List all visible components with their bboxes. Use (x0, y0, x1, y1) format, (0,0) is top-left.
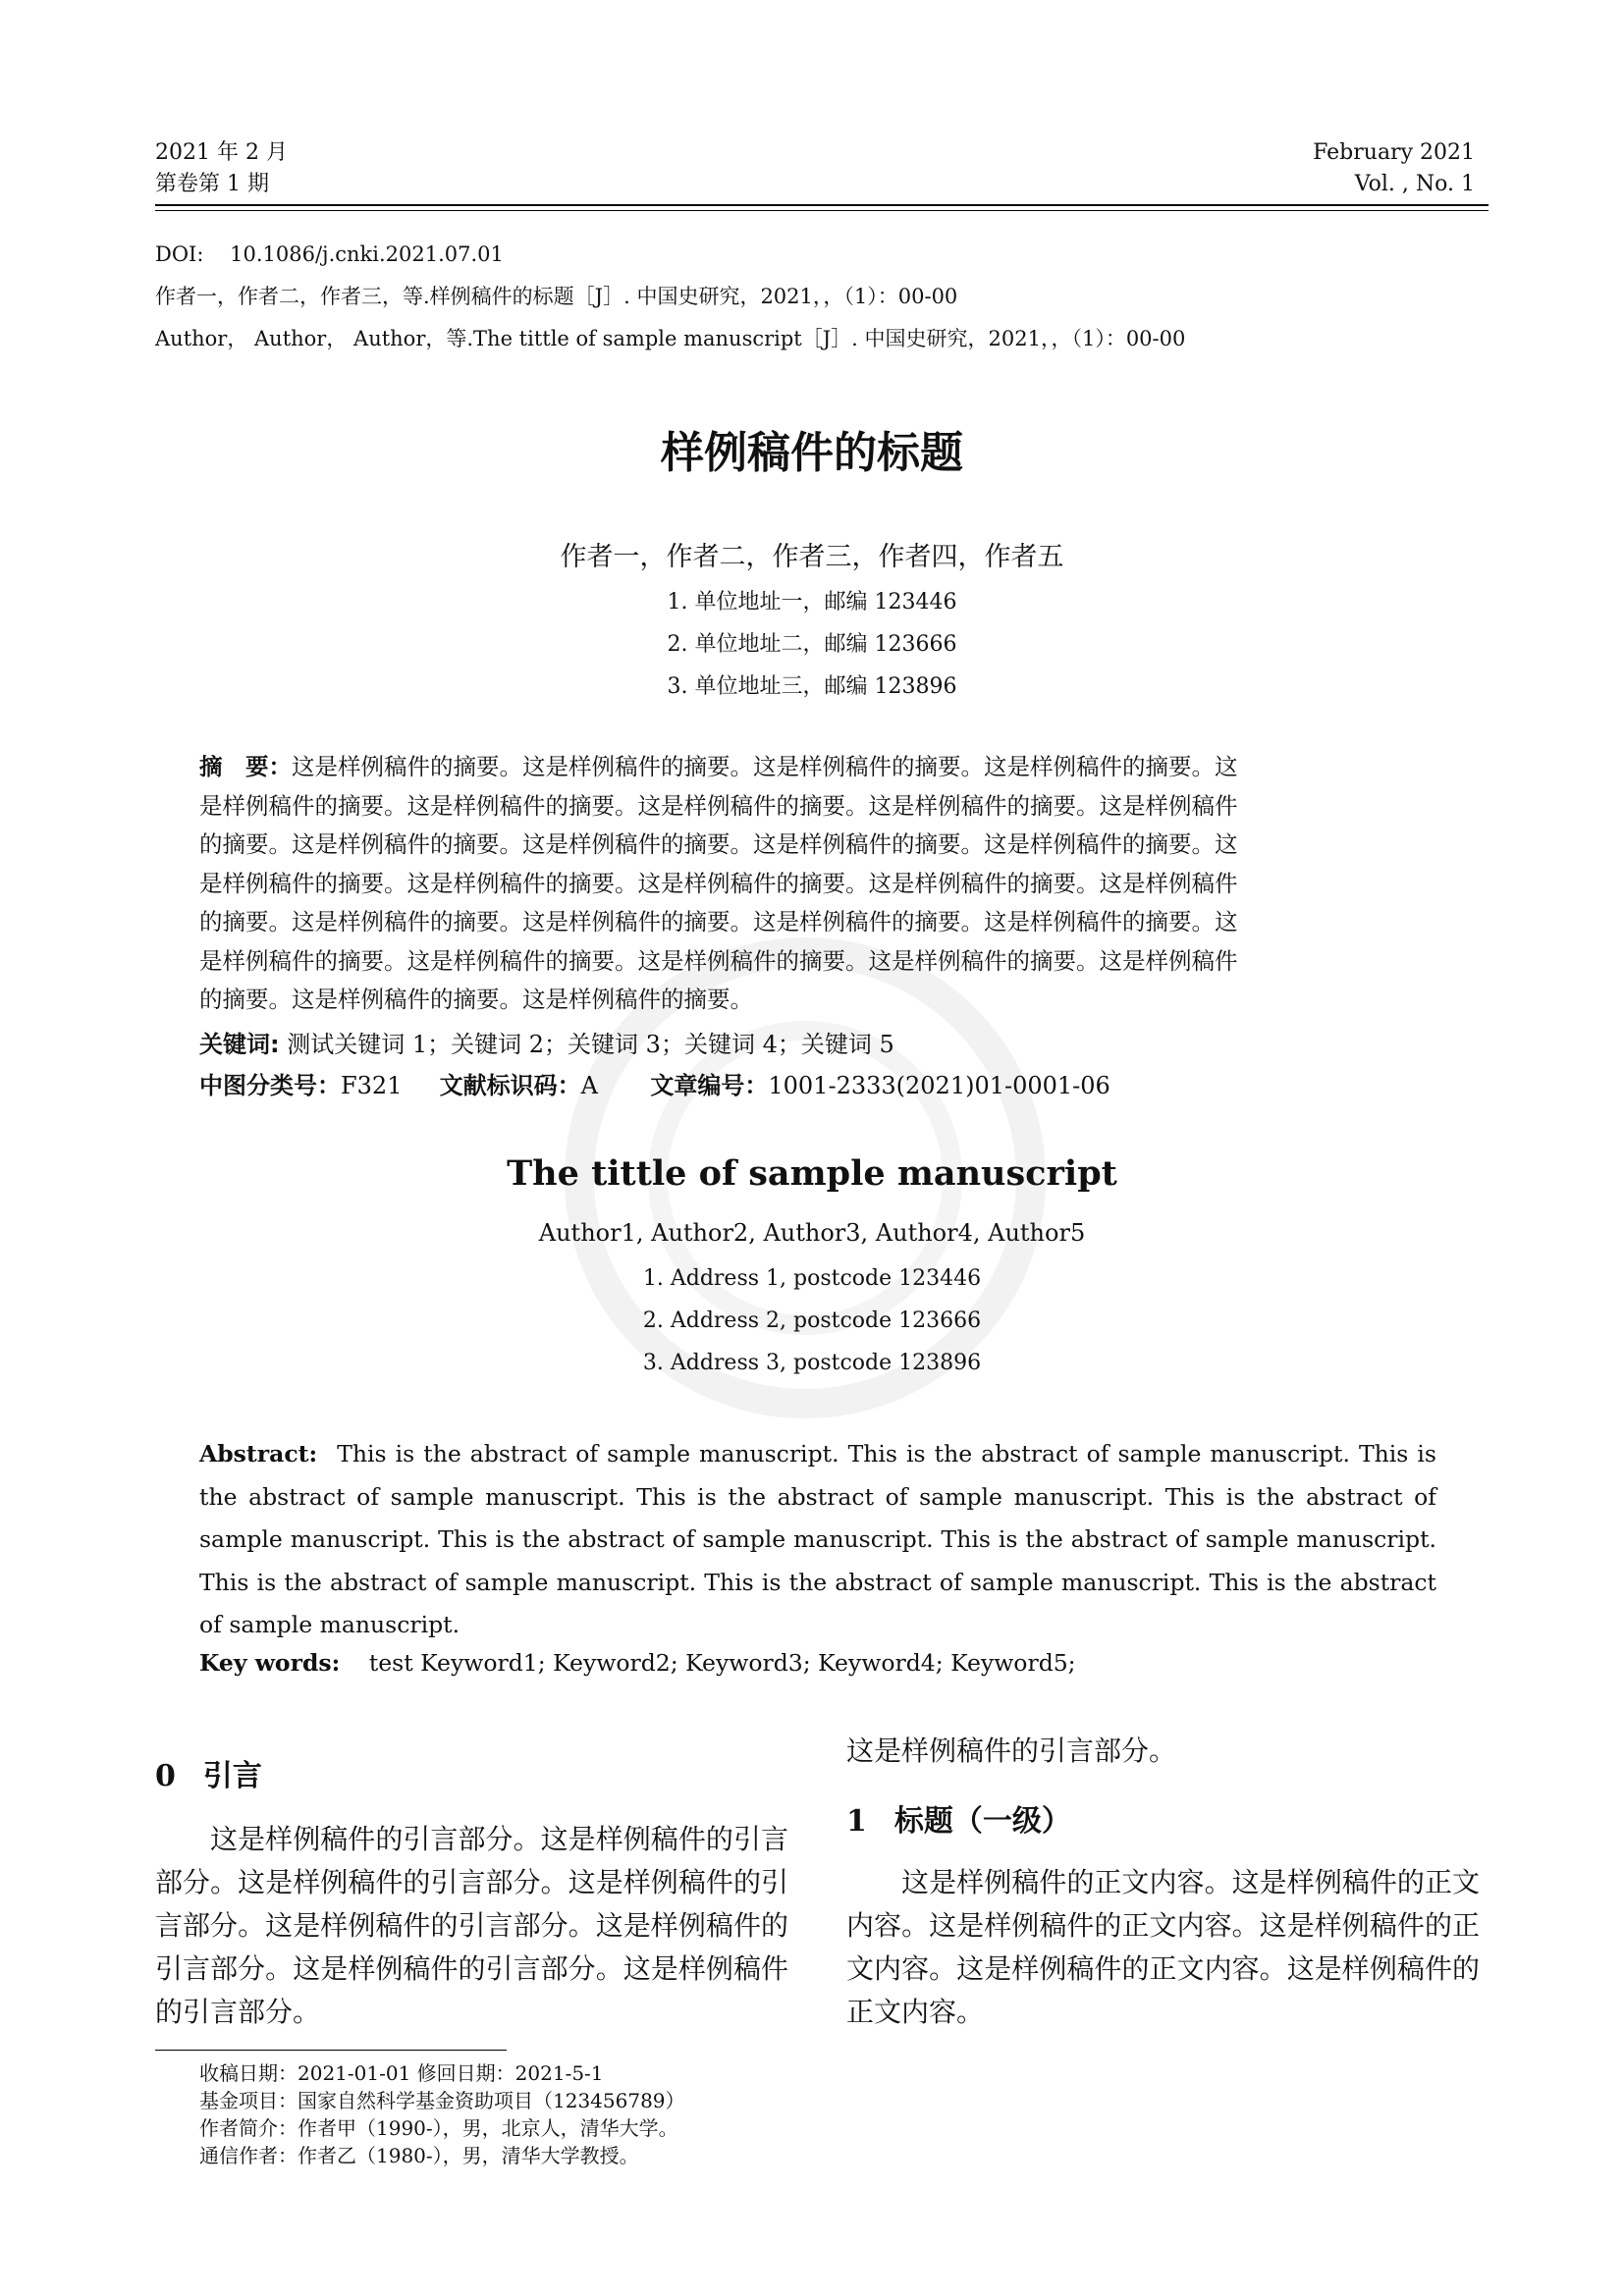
section-0-text: 这是样例稿件的引言部分。这是样例稿件的引言部分。这是样例稿件的引言部分。这是样例稿件的引言部分。这是样例稿件的引言部分。这是样例稿件的引言部分。这是样例稿件的引言部分。这是样例稿件的引言部分。 (155, 1823, 788, 2028)
keywords-cn-value: 测试关键词 1；关键词 2；关键词 3；关键词 4；关键词 5 (287, 1031, 894, 1058)
keywords-cn (199, 1025, 894, 1059)
doc-code-label: 文献标识码： (439, 1072, 581, 1099)
clc-value: F321 (341, 1072, 403, 1099)
header-left (155, 137, 288, 200)
doi-label: DOI: (155, 242, 204, 266)
section-1-heading (846, 1796, 1071, 1840)
section-0-number: 0 (155, 1759, 176, 1793)
paper-title-en: The tittle of sample manuscript (507, 1153, 1117, 1194)
section-0-title: 引言 (202, 1759, 262, 1793)
footnote-rule (155, 2050, 507, 2051)
header-right (1313, 137, 1475, 200)
address-en-3: 3. Address 3, postcode 123896 (642, 1351, 982, 1375)
address-cn-3: 3. 单位地址三，邮编 123896 (667, 674, 957, 699)
header-date-cn: 2021 年 2 月 (155, 140, 288, 165)
authors-cn: 作者一，作者二，作者三，作者四，作者五 (560, 542, 1064, 572)
header-volume-en: Vol. , No. 1 (1354, 172, 1475, 196)
address-cn-1: 1. 单位地址一，邮编 123446 (667, 590, 957, 614)
section-0-body (155, 1818, 788, 2034)
footnote-funding: 基金项目：国家自然科学基金资助项目（123456789） (199, 2089, 685, 2112)
footnote-author-bio: 作者简介：作者甲（1990-），男，北京人，清华大学。 (199, 2116, 678, 2140)
authors-en: Author1, Author2, Author3, Author4, Author5 (538, 1219, 1086, 1247)
header-volume-cn: 第卷第 1 期 (155, 172, 269, 196)
citation-cn: 作者一，作者二，作者三，等.样例稿件的标题［J］. 中国史研究，2021，，（1）：00-00 (155, 285, 958, 308)
citation-en: Author， Author， Author，等.The tittle of sample manuscript［J］. 中国史研究，2021，，（1）：00-00 (155, 327, 1186, 350)
keywords-cn-label: 关键词: (199, 1031, 280, 1058)
section-0-heading (155, 1751, 262, 1794)
address-en-1: 1. Address 1, postcode 123446 (642, 1266, 982, 1291)
address-cn-2: 2. 单位地址二，邮编 123666 (667, 632, 957, 657)
clc-label: 中图分类号： (199, 1072, 341, 1099)
abstract-cn-line: 的摘要。这是样例稿件的摘要。这是样例稿件的摘要。 (199, 986, 753, 1013)
abstract-en-text: This is the abstract of sample manuscript. This is the abstract of sample manuscript. This is the abstract of sample manuscript. This is the abstract of sample manuscript. This is the abstract of sample manuscript. This is the abstract of sample manuscript. This is the abstract of sample manuscript. This is the abstract of sample manuscript. This is the abstract of sample manuscript. This is the abstract of sample manuscript. (199, 1440, 1436, 1638)
doc-code-value: A (580, 1072, 598, 1099)
abstract-cn-line: 是样例稿件的摘要。这是样例稿件的摘要。这是样例稿件的摘要。这是样例稿件的摘要。这是样例稿件 (199, 946, 1238, 975)
header-rule-thick (155, 204, 1489, 206)
classification-line (199, 1066, 1110, 1100)
header-rule-thin (155, 210, 1489, 211)
footnote-received: 收稿日期：2021-01-01 修回日期：2021-5-1 (199, 2061, 604, 2085)
doi-line (155, 240, 1490, 269)
abstract-cn-line: 的摘要。这是样例稿件的摘要。这是样例稿件的摘要。这是样例稿件的摘要。这是样例稿件的摘要。这 (199, 908, 1238, 935)
abstract-cn-line: 的摘要。这是样例稿件的摘要。这是样例稿件的摘要。这是样例稿件的摘要。这是样例稿件的摘要。这 (199, 830, 1238, 858)
keywords-en-value: test Keyword1; Keyword2; Keyword3; Keyword4; Keyword5; (368, 1649, 1076, 1677)
keywords-en-label: Key words: (199, 1649, 341, 1677)
section-1-text: 这是样例稿件的正文内容。这是样例稿件的正文内容。这是样例稿件的正文内容。这是样例稿件的正文内容。这是样例稿件的正文内容。这是样例稿件的正文内容。 (846, 1866, 1480, 2028)
section-1-body (846, 1861, 1480, 2034)
section-1-title: 标题（一级） (893, 1804, 1071, 1839)
abstract-cn-line: 是样例稿件的摘要。这是样例稿件的摘要。这是样例稿件的摘要。这是样例稿件的摘要。这是样例稿件 (199, 791, 1238, 820)
footnote-corresponding: 通信作者：作者乙（1980-），男，清华大学教授。 (199, 2144, 639, 2167)
paper-title-cn: 样例稿件的标题 (661, 428, 963, 478)
abstract-en-label: Abstract: (199, 1440, 318, 1468)
intro-continued: 这是样例稿件的引言部分。 (846, 1735, 1177, 1767)
address-en-2: 2. Address 2, postcode 123666 (642, 1308, 982, 1333)
section-1-number: 1 (846, 1804, 867, 1839)
abstract-cn (199, 748, 1436, 1020)
article-no-value: 1001-2333(2021)01-0001-06 (768, 1072, 1110, 1099)
header-date-en: February 2021 (1313, 140, 1475, 165)
abstract-cn-label: 摘 要： (199, 753, 292, 780)
abstract-en (199, 1433, 1436, 1647)
keywords-en (199, 1649, 1076, 1677)
doi-value[interactable]: 10.1086/j.cnki.2021.07.01 (230, 242, 504, 266)
abstract-cn-line: 是样例稿件的摘要。这是样例稿件的摘要。这是样例稿件的摘要。这是样例稿件的摘要。这是样例稿件 (199, 869, 1238, 897)
article-no-label: 文章编号： (650, 1072, 769, 1099)
abstract-cn-line: 摘 要：这是样例稿件的摘要。这是样例稿件的摘要。这是样例稿件的摘要。这是样例稿件的摘要。这 (199, 753, 1238, 780)
